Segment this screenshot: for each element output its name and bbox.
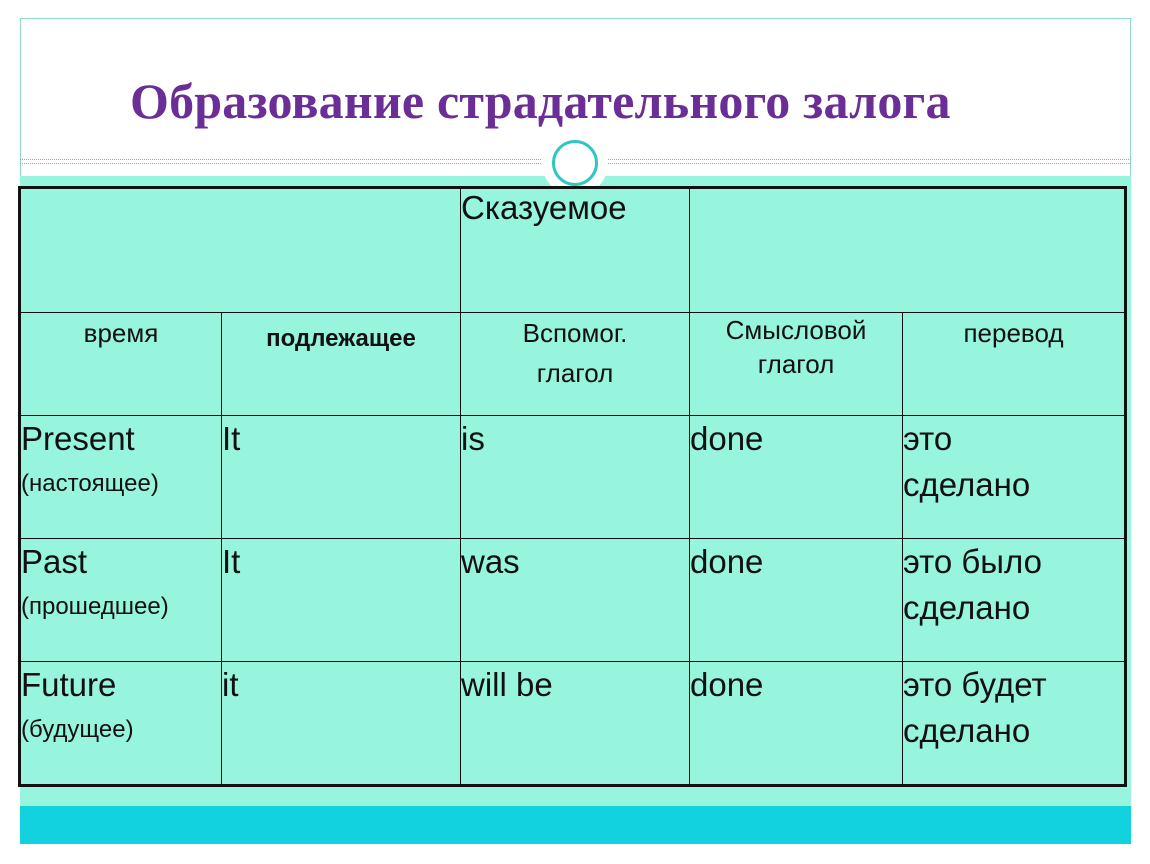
translation-line2: сделано: [903, 466, 1031, 503]
column-header-subject: подлежащее: [222, 313, 461, 416]
header-empty-left: [20, 188, 461, 313]
tense-name: Past: [21, 543, 88, 580]
auxiliary-verb-cell: was: [461, 539, 690, 662]
tense-translation: (будущее): [21, 716, 134, 743]
main-header-line2: глагол: [757, 349, 835, 379]
header-row-top: [20, 188, 1126, 313]
subject-cell: It: [222, 416, 461, 539]
translation-line1: это было: [903, 543, 1042, 580]
translation-cell: [903, 662, 1126, 786]
tense-name: Future: [21, 666, 117, 703]
bottom-bar: [20, 806, 1131, 844]
passive-voice-table: [18, 186, 1127, 787]
translation-line2: сделано: [903, 712, 1031, 749]
slide-title: Образование страдательного залога: [130, 73, 951, 129]
circle-ornament-icon: [552, 140, 598, 186]
main-verb-cell: done: [690, 539, 903, 662]
auxiliary-verb-cell: will be: [461, 662, 690, 786]
aux-header-line2: глагол: [536, 358, 614, 388]
main-verb-cell: done: [690, 662, 903, 786]
column-header-tense: время: [20, 313, 222, 416]
tense-cell: [20, 416, 222, 539]
main-verb-cell: done: [690, 416, 903, 539]
column-header-main-verb: [690, 313, 903, 416]
header-predicate: Сказуемое: [461, 188, 690, 313]
translation-line1: это будет: [903, 666, 1047, 703]
translation-cell: [903, 539, 1126, 662]
header-row-columns: [20, 313, 1126, 416]
tense-translation: (прошедшее): [21, 593, 169, 620]
translation-line2: сделано: [903, 589, 1031, 626]
column-header-auxiliary-verb: [461, 313, 690, 416]
tense-translation: (настоящее): [21, 470, 159, 497]
tense-cell: [20, 539, 222, 662]
subject-cell: it: [222, 662, 461, 786]
main-header-line1: Смысловой: [725, 315, 867, 345]
aux-header-line1: Вспомог.: [522, 318, 628, 348]
table-row-future: [20, 662, 1126, 786]
table-row-past: [20, 539, 1126, 662]
grammar-table-container: [18, 186, 1127, 787]
header-empty-right: [690, 188, 1126, 313]
table-row-present: [20, 416, 1126, 539]
column-header-translation: перевод: [903, 313, 1126, 416]
auxiliary-verb-cell: is: [461, 416, 690, 539]
translation-line1: это: [903, 420, 953, 457]
tense-name: Present: [21, 420, 135, 457]
tense-cell: [20, 662, 222, 786]
subject-cell: It: [222, 539, 461, 662]
translation-cell: [903, 416, 1126, 539]
